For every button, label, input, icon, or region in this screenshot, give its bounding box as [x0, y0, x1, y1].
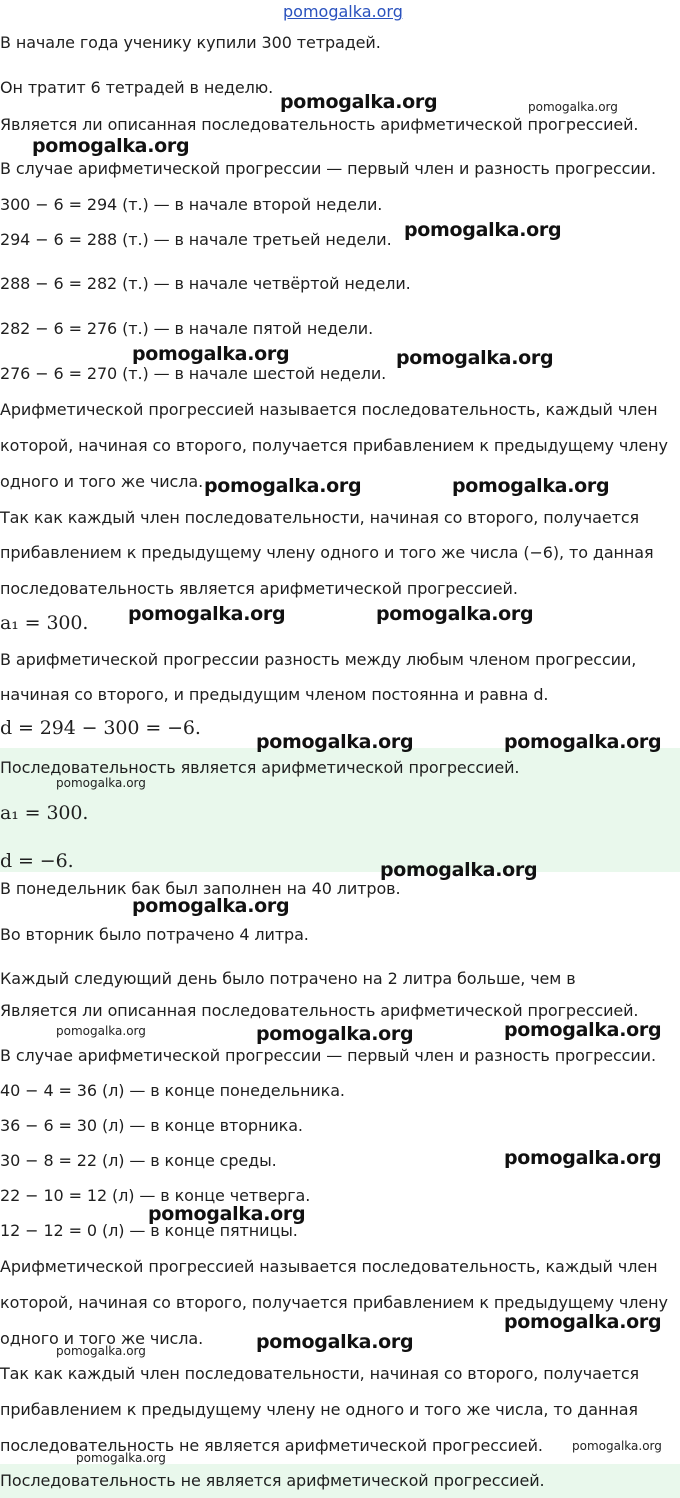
text-line: которой, начиная со второго, получается прибавлением к предыдущему члену — [0, 436, 668, 455]
watermark: pomogalka.org — [76, 1451, 166, 1465]
math-line: 282 − 6 = 276 (т.) — в начале пятой недели. — [0, 319, 374, 338]
text-line: Каждый следующий день было потрачено на 2 литра больше, чем в — [0, 969, 576, 988]
watermark: pomogalka.org — [148, 1203, 306, 1225]
text-line: последовательность не является арифметической прогрессией. — [0, 1436, 543, 1455]
text-line: Так как каждый член последовательности, начиная со второго, получается — [0, 1364, 640, 1383]
math-line: 12 − 12 = 0 (л) — в конце пятницы. — [0, 1221, 298, 1240]
text-line: Арифметической прогрессией называется последовательность, каждый член — [0, 1257, 658, 1276]
watermark: pomogalka.org — [504, 1019, 662, 1041]
text-line: последовательность является арифметической прогрессией. — [0, 579, 518, 598]
watermark: pomogalka.org — [404, 219, 562, 241]
text-line: Во вторник было потрачено 4 литра. — [0, 925, 309, 944]
watermark: pomogalka.org — [132, 343, 290, 365]
watermark: pomogalka.org — [396, 347, 554, 369]
watermark: pomogalka.org — [452, 475, 610, 497]
text-line: В случае арифметической прогрессии — первый член и разность прогрессии. — [0, 1046, 656, 1065]
watermark: pomogalka.org — [528, 100, 618, 114]
watermark: pomogalka.org — [376, 603, 534, 625]
math-line: 30 − 8 = 22 (л) — в конце среды. — [0, 1151, 277, 1170]
watermark: pomogalka.org — [32, 135, 190, 157]
math-line: 22 − 10 = 12 (л) — в конце четверга. — [0, 1186, 311, 1205]
math-line: a₁ = 300. — [0, 802, 89, 824]
watermark: pomogalka.org — [256, 731, 414, 753]
watermark: pomogalka.org — [504, 1147, 662, 1169]
math-line: 36 − 6 = 30 (л) — в конце вторника. — [0, 1116, 303, 1135]
math-line: 294 − 6 = 288 (т.) — в начале третьей недели. — [0, 230, 392, 249]
text-line: Является ли описанная последовательность арифметической прогрессией. — [0, 1001, 639, 1020]
text-line: В начале года ученику купили 300 тетрадей. — [0, 33, 381, 52]
text-line: прибавлением к предыдущему члену не одного и того же числа, то данная — [0, 1400, 638, 1419]
watermark: pomogalka.org — [504, 731, 662, 753]
text-line: В случае арифметической прогрессии — первый член и разность прогрессии. — [0, 159, 656, 178]
text-line: В арифметической прогрессии разность между любым членом прогрессии, — [0, 650, 637, 669]
text-line: которой, начиная со второго, получается прибавлением к предыдущему члену — [0, 1293, 668, 1312]
text-line: Является ли описанная последовательность арифметической прогрессией. — [0, 115, 639, 134]
math-line: d = −6. — [0, 850, 74, 872]
text-line: одного и того же числа. — [0, 1329, 204, 1348]
watermark: pomogalka.org — [283, 2, 403, 21]
text-line: одного и того же числа. — [0, 472, 204, 491]
math-line: d = 294 − 300 = −6. — [0, 717, 201, 739]
watermark: pomogalka.org — [572, 1439, 662, 1453]
watermark: pomogalka.org — [380, 859, 538, 881]
text-line: прибавлением к предыдущему члену одного и того же числа (−6), то данная — [0, 543, 654, 562]
watermark: pomogalka.org — [280, 91, 438, 113]
watermark: pomogalka.org — [132, 895, 290, 917]
text-line: Так как каждый член последовательности, начиная со второго, получается — [0, 508, 640, 527]
answer-line: Последовательность не является арифметической прогрессией. — [0, 1471, 545, 1490]
watermark: pomogalka.org — [256, 1023, 414, 1045]
math-line: a₁ = 300. — [0, 612, 89, 634]
math-line: 288 − 6 = 282 (т.) — в начале четвёртой недели. — [0, 274, 411, 293]
answer-line: Последовательность является арифметической прогрессией. — [0, 758, 520, 777]
watermark: pomogalka.org — [56, 1344, 146, 1358]
watermark: pomogalka.org — [128, 603, 286, 625]
text-line: Арифметической прогрессией называется последовательность, каждый член — [0, 400, 658, 419]
math-line: 276 − 6 = 270 (т.) — в начале шестой недели. — [0, 364, 387, 383]
watermark: pomogalka.org — [56, 1024, 146, 1038]
math-line: 300 − 6 = 294 (т.) — в начале второй недели. — [0, 195, 383, 214]
watermark: pomogalka.org — [204, 475, 362, 497]
text-line: Он тратит 6 тетрадей в неделю. — [0, 78, 274, 97]
text-line: В понедельник бак был заполнен на 40 литров. — [0, 879, 401, 898]
watermark: pomogalka.org — [504, 1311, 662, 1333]
text-line: начиная со второго, и предыдущим членом постоянна и равна d. — [0, 685, 549, 704]
math-line: 40 − 4 = 36 (л) — в конце понедельника. — [0, 1081, 345, 1100]
watermark: pomogalka.org — [256, 1331, 414, 1353]
watermark: pomogalka.org — [56, 776, 146, 790]
